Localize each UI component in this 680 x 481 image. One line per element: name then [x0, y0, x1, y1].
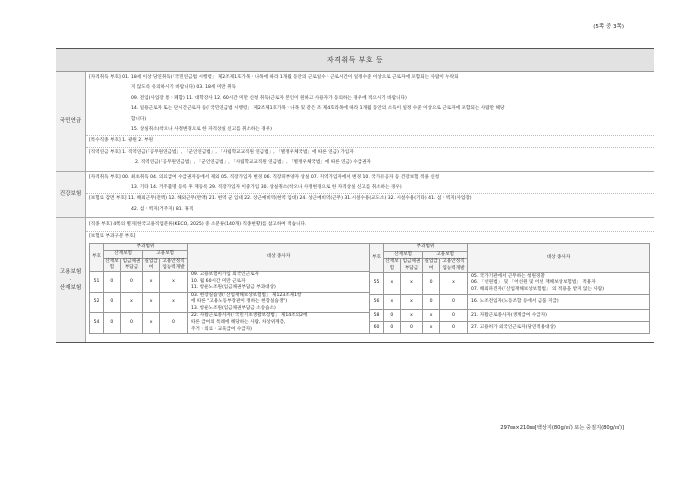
code-cell: 51: [90, 271, 104, 292]
value-cell: x: [143, 313, 160, 334]
th-sanjae: 산재보험: [104, 251, 143, 258]
table-row: [90, 292, 370, 313]
premium-code-note: [보험료 부과구분 부호]: [89, 233, 136, 239]
th-range: 부과범위: [104, 244, 188, 251]
th-wage-claim: 임금채권부담금: [120, 258, 142, 271]
target-line: 09. 고용보험미가입 외국인근로자: [190, 271, 259, 277]
national-pension-label: 국민연금: [56, 72, 86, 171]
value-cell: x: [400, 310, 422, 322]
target-line: 06. 「선원법」 및 「어선원 및 어선 재해보상보험법」 적용자: [470, 280, 596, 286]
target-line: 22. 자활근로종사자(「국민기초생활보장법」 제14조의2에: [190, 313, 308, 319]
value-cell: 0: [423, 294, 440, 310]
th-range: 부과범위: [384, 244, 468, 252]
target-line: 주거ㆍ의료ㆍ교육급여 수급자): [190, 326, 252, 332]
target-line: 10. 월 60시간 미만 근로자: [190, 278, 246, 284]
np-line: 15. 상실취소(착오나 사정변경으로 한 자격상실 신고를 취소하는 경우): [131, 127, 272, 133]
value-cell: 0: [384, 322, 401, 334]
np-line: 합니다): [131, 116, 147, 122]
value-cell: x: [400, 294, 422, 310]
code-cell: 58: [370, 310, 384, 322]
target-line: 21. 자활근로종사자(생계급여 수급자): [470, 313, 547, 319]
hi-line: 13. 기타 14. 거주불명 등록 후 재등록 29. 직장가입자 이중가입 30. 상실취소(착오나 사정변경으로 한 자격상실 신고를 취소하는 경우): [131, 185, 402, 191]
health-insurance-label: 건강보험: [56, 172, 86, 218]
health-insurance-section: [56, 172, 654, 219]
th-goyong: 고용보험: [143, 251, 188, 258]
code-cell: 55: [370, 273, 384, 295]
hi-line: [보험료 감면 부호] 11. 해외근무(전액) 12. 해외근무(반액) 21. 현역 군 입대 22. 상근예비역(현역 입대) 24. 상근예비역(근무) 31.시설수용(교도소) 32. 시설수용(기타) 41. 섬ㆍ벽지(사업장): [89, 196, 472, 202]
value-cell: x: [384, 273, 401, 295]
employment-section: [56, 218, 654, 343]
th-sanjae-ins: 산재보험: [105, 258, 119, 270]
target-line: 03. 현장실습생(「산업재해보상보험법」 제123조제1항: [190, 292, 302, 298]
value-cell: 0: [159, 313, 187, 334]
target-line: 13. 항운노조원(임금채권부담금 소송습소): [190, 305, 276, 311]
value-cell: x: [423, 310, 440, 322]
target-line: 07. 해외파견자(「산업재해보상보험법」 의 적용을 받지 않는 사람): [470, 286, 605, 292]
target-cell: [467, 294, 649, 310]
value-cell: 0: [120, 313, 142, 334]
np-line: 14. 일용근로자 또는 단시간근로자 등(「국민연금법 시행령」 제2조제1호가목ㆍ나목 및 같은 조 제4호라목에 따라 1개월 동안의 소득이 일정 수준 이상으로 근로자에 포함되는 사람만 해당: [131, 106, 505, 112]
th-wage-claim: 임금채권부담금: [400, 259, 422, 273]
employment-label-line: 산재보험: [59, 285, 82, 292]
value-cell: x: [143, 292, 160, 313]
code-cell: 54: [90, 313, 104, 334]
value-cell: x: [120, 292, 142, 313]
np-line: 09. 전입(사업장 통ㆍ폐합) 11. 대학강사 12. 60시간 미만 신청 취득(근로자 본인이 원하고 사용자가 동의하는 경우에 적으시기 바랍니다): [131, 95, 407, 101]
table-row: [90, 271, 370, 292]
national-pension-content: [86, 72, 654, 171]
form-title: 자격취득 부호 등: [56, 48, 654, 72]
th-stability: 고용안정직업능력개발: [439, 259, 467, 273]
target-cell: [187, 271, 369, 292]
employment-content: [86, 218, 654, 342]
th-sanjae: 산재보험: [384, 251, 423, 259]
premium-table-right: [369, 243, 650, 334]
target-line: 에 따른 "고용노동부장관이 정하는 현장실습생"): [190, 299, 288, 305]
code-cell: 52: [90, 292, 104, 313]
value-cell: 0: [384, 310, 401, 322]
table-row: [90, 313, 370, 334]
target-line: 05. 국가기관에서 근무하는 청원경찰: [470, 273, 545, 279]
target-line: 따른 급여의 특례에 해당하는 사람, 차상위계층,: [190, 320, 286, 326]
hi-line: 42. 섬ㆍ벽지(거주지) 81. 휴직: [131, 206, 194, 212]
value-cell: 0: [104, 313, 121, 334]
premium-table-left: [89, 243, 370, 334]
value-cell: x: [400, 273, 422, 295]
value-cell: 0: [120, 271, 142, 292]
value-cell: 0: [439, 310, 467, 322]
th-target: 대상 종사자: [467, 244, 649, 273]
table-row: [370, 273, 650, 295]
np-line: [특수직종 부호] 1. 광원 2. 부원: [89, 138, 154, 144]
hi-line: [자격취득 부호] 00. 최초취득 04. 의료급여 수급권자등에서 제외 05. 직장가입자 변경 06. 직장피부양자 상실 07. 지역가입자에서 변경 10. 국가유공자 등 건강보험 적용 신청: [89, 174, 440, 180]
target-cell: [187, 313, 369, 334]
table-row: [370, 322, 650, 334]
employment-label-line: 고용보험: [59, 269, 82, 276]
paper-spec-footer: 297㎜×210㎜[백상지(80g/㎡) 또는 중질지(80g/㎡)]: [500, 425, 624, 431]
th-sanjae-ins: 산재보험: [385, 259, 399, 271]
value-cell: 0: [400, 322, 422, 334]
target-line: 16. 노조전임자(노동조합 등에서 금품 지급): [470, 299, 559, 305]
value-cell: 0: [439, 322, 467, 334]
np-line: [직역연금 부호] 1. 직역연금(「공무원연금법」, 「군인연금법」, 「사립학교교직원 연금법」, 「별정우체국법」에 따른 연금) 가입자: [89, 149, 354, 155]
np-line: 지 않도록 유의하시기 바랍니다) 03. 18세 미만 취득: [131, 85, 237, 91]
target-cell: [467, 273, 649, 295]
value-cell: x: [384, 294, 401, 310]
table-row: [370, 310, 650, 322]
job-code-note: [직종 부호] 4쪽의 별지[한국고용직업분류(KECO, 2025) 중 소분류(140개) 직종현황]를 참고하여 적습니다.: [89, 222, 307, 228]
value-cell: x: [143, 271, 160, 292]
premium-tables: [89, 242, 651, 334]
page-number: (5쪽 중 3쪽): [593, 24, 624, 30]
target-line: 27. 고용허가 외국인근로자(당연적용대상): [470, 325, 556, 331]
table-row: [370, 294, 650, 310]
code-cell: 60: [370, 322, 384, 334]
value-cell: x: [159, 292, 187, 313]
target-cell: [467, 310, 649, 322]
target-cell: [467, 322, 649, 334]
target-line: 11. 항운노조원(임금채권부담금 부과대상): [190, 285, 276, 291]
health-insurance-content: [86, 172, 654, 218]
value-cell: 0: [104, 271, 121, 292]
value-cell: 0: [104, 292, 121, 313]
th-unemp: 실업급여: [144, 258, 158, 270]
np-line: 2. 직역연금(「공무원연금법」, 「군인연금법」, 「사립학교교직원 연금법」, 「별정우체국법」에 따른 연금) 수급권자: [135, 160, 371, 166]
th-stability: 고용안정직업능력개발: [159, 258, 187, 271]
th-code: 부호: [90, 244, 104, 272]
target-cell: [187, 292, 369, 313]
np-line: [자격취득 부호] 01. 18세 이상 당연취득(「국민연금법 시행령」 제2조제1호가목ㆍ나목에 따라 1개월 동안의 근로일수ㆍ근로시간이 일정수준 이상으로 근로자에 포함되는 사람이 누락되: [89, 75, 459, 80]
value-cell: x: [423, 322, 440, 334]
value-cell: 0: [423, 273, 440, 295]
th-unemp: 실업급여: [424, 259, 438, 271]
value-cell: x: [439, 273, 467, 295]
value-cell: 0: [439, 294, 467, 310]
value-cell: x: [159, 271, 187, 292]
th-code: 부호: [370, 244, 384, 273]
form-document: [56, 48, 654, 343]
national-pension-section: [56, 72, 654, 172]
th-goyong: 고용보험: [423, 251, 468, 259]
th-target: 대상 종사자: [187, 244, 369, 272]
employment-label-line: ·: [69, 277, 72, 284]
code-cell: 56: [370, 294, 384, 310]
employment-label: [56, 218, 86, 342]
